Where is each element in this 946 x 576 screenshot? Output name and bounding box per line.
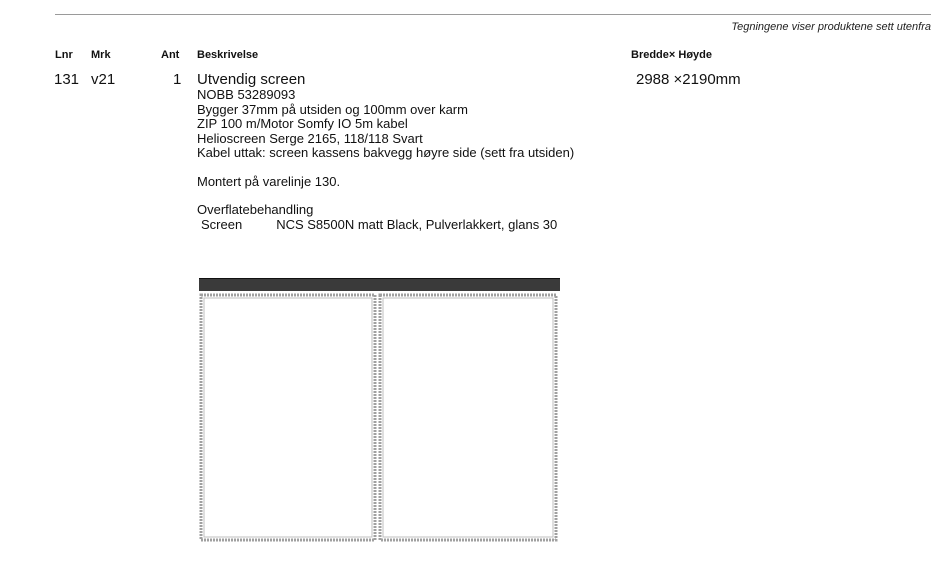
surface-part: Screen: [201, 216, 243, 232]
surface-value: NCS S8500N matt Black, Pulverlakkert, glans 30: [276, 216, 558, 232]
detail-line: Helioscreen Serge 2165, 118/118 Svart: [197, 130, 423, 146]
product-drawing: [199, 278, 560, 542]
column-header-ant: Ant: [161, 49, 180, 61]
detail-line: NOBB 53289093: [197, 87, 296, 102]
screen-panel-right: [380, 295, 556, 540]
detail-line: Kabel uttak: screen kassens bakvegg høyre side (sett fra utsiden): [197, 145, 575, 160]
item-title: Utvendig screen: [197, 71, 306, 88]
detail-line: Bygger 37mm på utsiden og 100mm over karm: [197, 101, 468, 117]
item-lnr: 131: [54, 71, 80, 88]
cassette-box: [199, 278, 560, 291]
detail-line: ZIP 100 m/Motor Somfy IO 5m kabel: [197, 116, 408, 131]
column-header-description: Beskrivelse: [197, 49, 259, 61]
item-dimensions: 2988 ×2190mm: [636, 71, 741, 88]
column-header-dimensions: Bredde× Høyde: [631, 49, 712, 61]
mounted-note: Montert på varelinje 130.: [197, 173, 341, 189]
column-header-lnr: Lnr: [55, 49, 73, 61]
column-header-mrk: Mrk: [91, 49, 111, 61]
surface-heading: Overflatebehandling: [197, 202, 314, 217]
header-note: Tegningene viser produktene sett utenfra: [731, 21, 931, 33]
screen-panel-left: [201, 295, 375, 540]
item-description: [197, 71, 757, 232]
item-quantity: 1: [173, 71, 182, 88]
cassette-top-line: [199, 278, 560, 279]
surface-row: [197, 218, 757, 233]
top-rule: [55, 14, 931, 15]
item-mrk: v21: [91, 71, 116, 88]
